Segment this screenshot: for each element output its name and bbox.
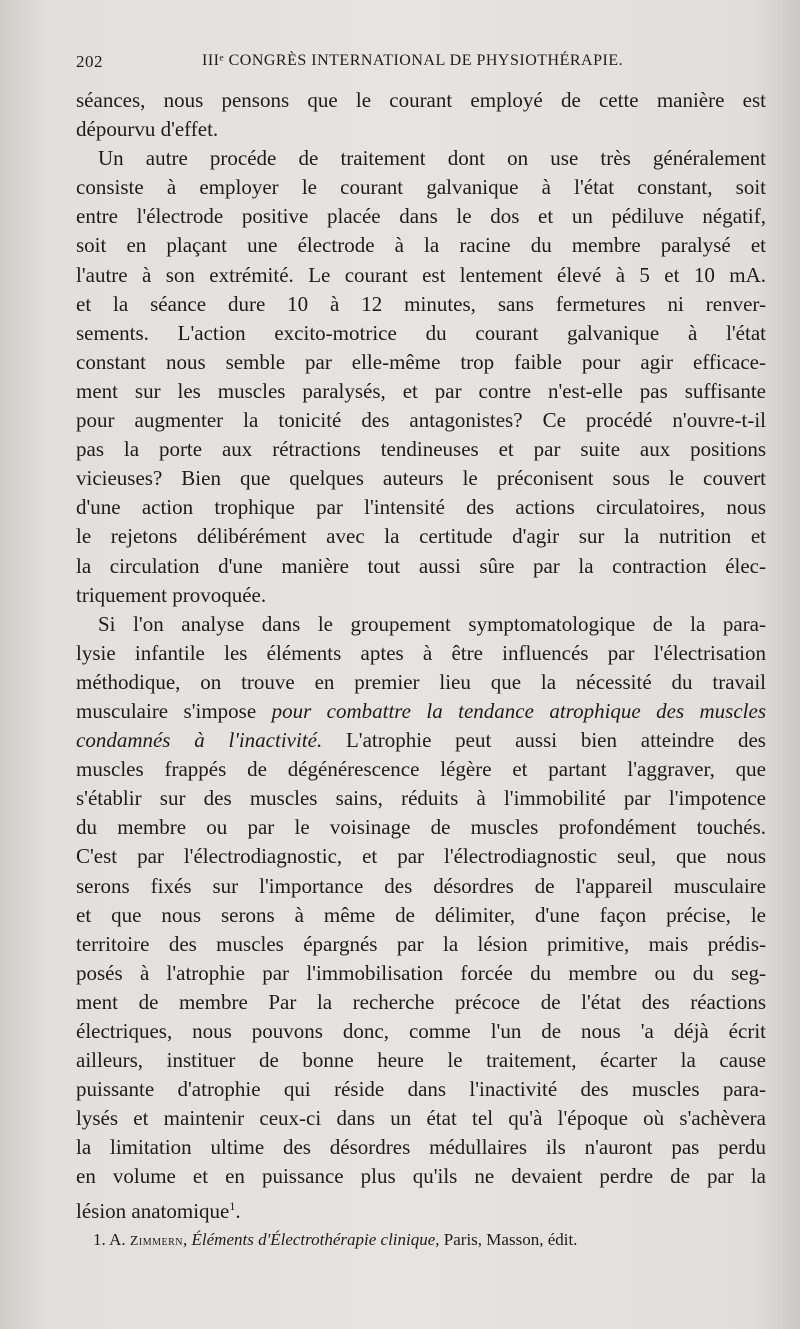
text-line [76, 231, 766, 260]
text-line-text: puissante d'atrophie qui réside dans l'inactivité des muscles para- [76, 1077, 766, 1102]
text-line-text: vicieuses? Bien que quelques auteurs le préconisent sous le couvert [76, 466, 766, 491]
text-line [76, 464, 766, 493]
text-line-text: soit en plaçant une électrode à la racine du membre paralysé et [76, 233, 766, 258]
text-line-text: pas la porte aux rétractions tendineuses et par suite aux positions [76, 437, 766, 462]
text-line [76, 610, 766, 639]
text-line-text: du membre ou par le voisinage de muscles profondément touchés. [76, 815, 766, 840]
text-line [76, 784, 766, 813]
text-line-text: séances, nous pensons que le courant employé de cette manière est [76, 88, 766, 112]
text-line-italic: pour combattre la tendance atrophique des muscles [271, 698, 766, 723]
text-line-sup: 1 [229, 1198, 236, 1213]
text-line-text: Un autre procéde de traitement dont on use très généralement [98, 146, 766, 171]
text-line-text: ailleurs, instituer de bonne heure le traitement, écarter la cause [76, 1048, 766, 1073]
footnote-publisher: , Paris, Masson, édit. [435, 1230, 578, 1249]
text-line [76, 493, 766, 522]
text-line [76, 1104, 766, 1133]
footnote-number: 1. [93, 1230, 106, 1249]
text-line [76, 348, 766, 377]
text-line [76, 202, 766, 231]
text-line-text: pour augmenter la tonicité des antagonistes? Ce procédé n'ouvre-t-il [76, 408, 766, 433]
text-line [76, 755, 766, 784]
text-line [76, 406, 766, 435]
text-line [76, 639, 766, 668]
footnote: 1. A. Zimmern, Éléments d'Électrothérapie clinique, Paris, Masson, édit. [93, 1230, 578, 1249]
body-text [76, 86, 766, 1221]
text-line-text: la limitation ultime des désordres médullaires ils n'auront pas perdu [76, 1135, 766, 1160]
text-line-text: dépourvu d'effet. [76, 117, 219, 142]
text-line-text: et la séance dure 10 à 12 minutes, sans fermetures ni renver- [76, 291, 766, 316]
text-line-text: ment sur les muscles paralysés, et par contre n'est-elle pas suffisante [76, 378, 766, 403]
text-line [76, 697, 766, 726]
text-line-text: ment de membre Par la recherche précoce de l'état des réactions [76, 989, 766, 1014]
footnote-initial: A. [109, 1230, 126, 1249]
text-line [76, 959, 766, 988]
text-line [76, 581, 766, 610]
text-line [76, 377, 766, 406]
text-line [76, 115, 766, 144]
text-line [76, 552, 766, 581]
footnote-title: Éléments d'Électrothérapie clinique [191, 1230, 436, 1249]
text-line-text: lysés et maintenir ceux-ci dans un état tel qu'à l'époque où s'achèvera [76, 1106, 766, 1131]
text-line [76, 988, 766, 1017]
text-line [76, 930, 766, 959]
text-line-text: en volume et en puissance plus qu'ils ne devaient perdre de par la [76, 1164, 766, 1189]
text-line [76, 290, 766, 319]
text-line [76, 173, 766, 202]
text-line [76, 1133, 766, 1162]
text-line-post: L'atrophie peut aussi bien atteindre des [322, 728, 766, 753]
text-line [76, 1017, 766, 1046]
text-line [76, 668, 766, 697]
footnote-author: Zimmern [129, 1234, 184, 1249]
text-line [76, 1162, 766, 1191]
text-line-text: territoire des muscles épargnés par la lésion primitive, mais prédis- [76, 931, 766, 956]
text-line-text: la circulation d'une manière tout aussi sûre par la contraction élec- [76, 553, 766, 578]
text-line-italic: condamnés à l'inactivité. [76, 728, 323, 753]
text-line [76, 86, 766, 115]
text-line [76, 1075, 766, 1104]
running-head: IIIᵉ CONGRÈS INTERNATIONAL DE PHYSIOTHÉRAPIE. [202, 52, 624, 69]
text-line-text: électriques, nous pouvons donc, comme l'un de nous 'a déjà écrit [76, 1019, 766, 1043]
text-line-text: entre l'électrode positive placée dans le dos et un pédiluve négatif, [76, 204, 766, 229]
text-line [76, 1046, 766, 1075]
text-line [76, 261, 766, 290]
text-line-text: posés à l'atrophie par l'immobilisation forcée du membre ou du seg- [76, 960, 766, 985]
text-line-text: d'une action trophique par l'intensité des actions circulatoires, nous [76, 495, 766, 520]
text-line [76, 726, 766, 755]
text-line-text: le rejetons délibérément avec la certitude d'agir sur la nutrition et [76, 524, 766, 549]
text-line-text: constant nous semble par elle-même trop faible pour agir efficace- [76, 349, 766, 374]
text-line [76, 813, 766, 842]
text-line [76, 872, 766, 901]
text-line [76, 901, 766, 930]
text-line-text: lésion anatomique [76, 1198, 230, 1223]
page-number: 202 [76, 52, 103, 71]
text-line [76, 1192, 766, 1221]
text-line-pre: musculaire s'impose [76, 698, 272, 723]
text-line-text: triquement provoquée. [76, 582, 267, 607]
page-header [76, 50, 766, 76]
text-line-text: l'autre à son extrémité. Le courant est lentement élevé à 5 et 10 mA. [76, 262, 766, 287]
text-line-text: C'est par l'électrodiagnostic, et par l'électrodiagnostic seul, que nous [76, 844, 766, 869]
text-line-text: sements. L'action excito-motrice du courant galvanique à l'état [76, 320, 766, 345]
text-line-text: muscles frappés de dégénérescence légère et partant l'aggraver, que [76, 757, 766, 782]
text-line [76, 144, 766, 173]
text-line-text: lysie infantile les éléments aptes à être influencés par l'électrisation [76, 640, 766, 665]
text-line [76, 842, 766, 871]
text-line [76, 435, 766, 464]
text-line-text: serons fixés sur l'importance des désordres de l'appareil musculaire [76, 873, 766, 898]
text-line-text: Si l'on analyse dans le groupement symptomatologique de la para- [98, 611, 766, 636]
text-line-post: . [235, 1198, 241, 1223]
text-line [76, 319, 766, 348]
text-line-text: consiste à employer le courant galvanique à l'état constant, soit [76, 175, 766, 200]
text-line-text: méthodique, on trouve en premier lieu que la nécessité du travail [76, 669, 766, 694]
text-line-text: s'établir sur des muscles sains, réduits à l'immobilité par l'impotence [76, 786, 766, 811]
text-line-text: et que nous serons à même de délimiter, d'une façon précise, le [76, 902, 766, 927]
text-line [76, 522, 766, 551]
